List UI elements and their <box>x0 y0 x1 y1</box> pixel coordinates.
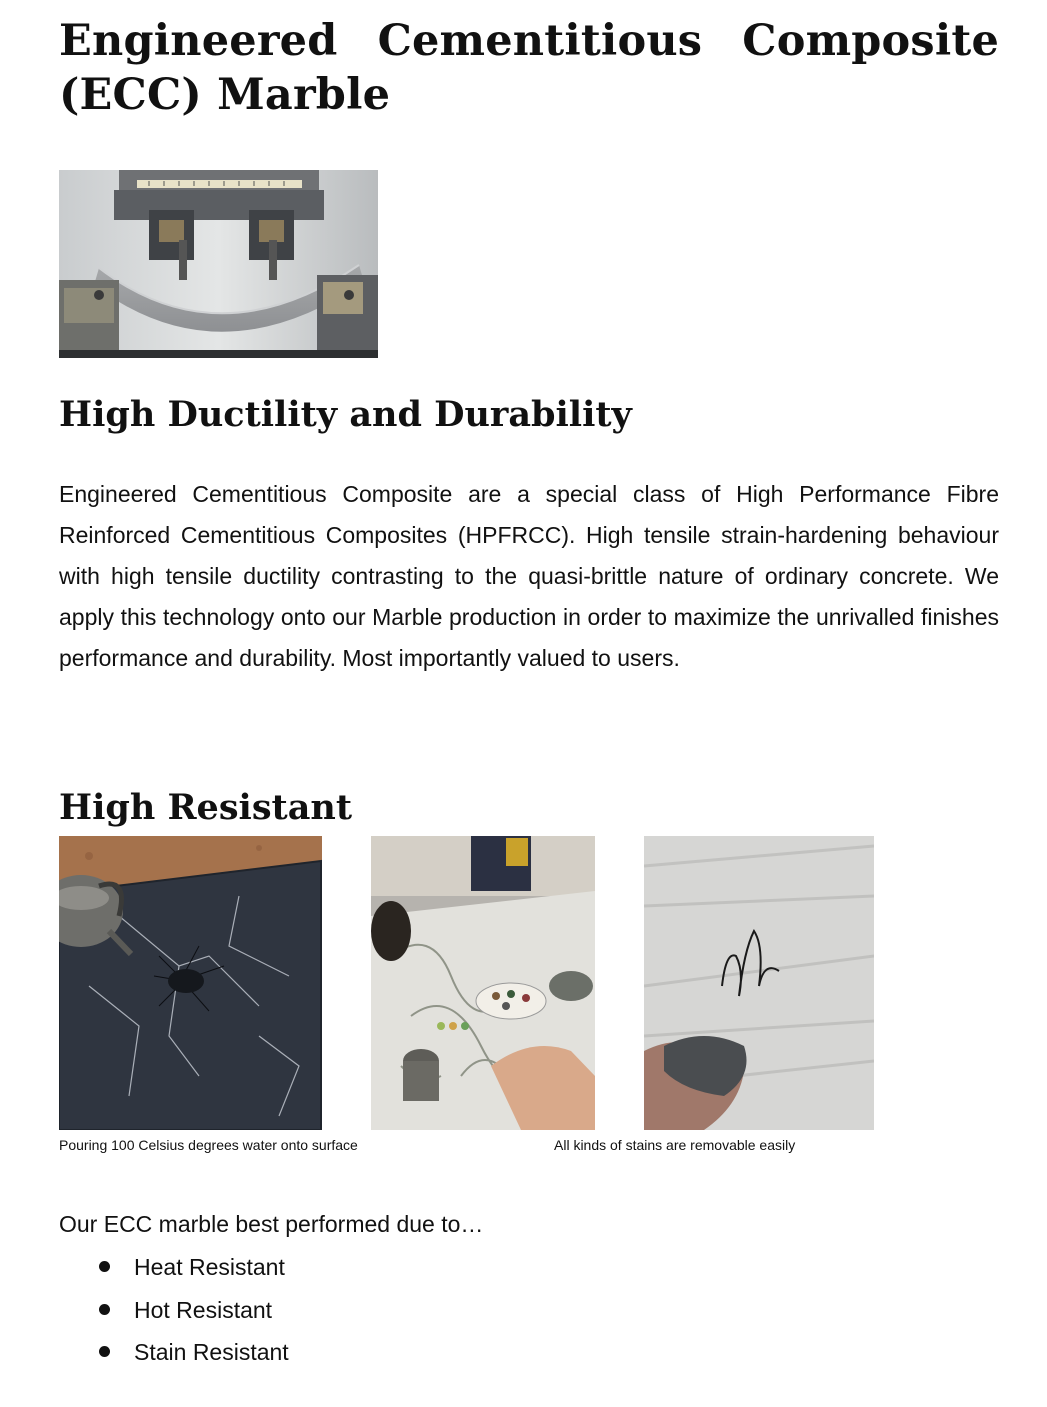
title-line-1: Engineered Cementitious Composite <box>59 16 999 66</box>
heading-resistant: High Resistant <box>59 787 352 828</box>
document-title <box>59 14 999 122</box>
heading-ductility: High Ductility and Durability <box>59 394 632 435</box>
ductility-paragraph: Engineered Cementitious Composite are a special class of High Performance Fibre Reinforced Cementitious Composites (HPFRCC). High tensile strain-hardening behaviour with high tensile ductility contrasting to the quasi-brittle nature of ordinary concrete. We apply this technology onto our Marble production in order to maximize the unrivalled finishes performance and durability. Most importantly valued to users. <box>59 481 999 671</box>
list-item-label: Hot Resistant <box>134 1296 273 1323</box>
list-item <box>59 1251 289 1294</box>
caption-stains: All kinds of stains are removable easily <box>554 1137 796 1153</box>
list-item <box>59 1294 289 1337</box>
stain-test-photo <box>371 836 595 1130</box>
bullet-icon <box>99 1304 110 1315</box>
caption-hot-water: Pouring 100 Celsius degrees water onto surface <box>59 1137 358 1153</box>
list-item <box>59 1336 289 1379</box>
list-item-label: Heat Resistant <box>134 1254 285 1280</box>
summary-intro: Our ECC marble best performed due to… <box>59 1211 484 1237</box>
hot-water-photo <box>59 836 322 1130</box>
resistance-list <box>59 1251 289 1379</box>
title-line-2: (ECC) Marble <box>59 70 391 120</box>
flexural-test-photo <box>59 170 378 358</box>
bullet-icon <box>99 1261 110 1272</box>
bullet-icon <box>99 1346 110 1357</box>
list-item-label: Stain Resistant <box>134 1339 289 1365</box>
wipe-clean-photo <box>644 836 874 1130</box>
